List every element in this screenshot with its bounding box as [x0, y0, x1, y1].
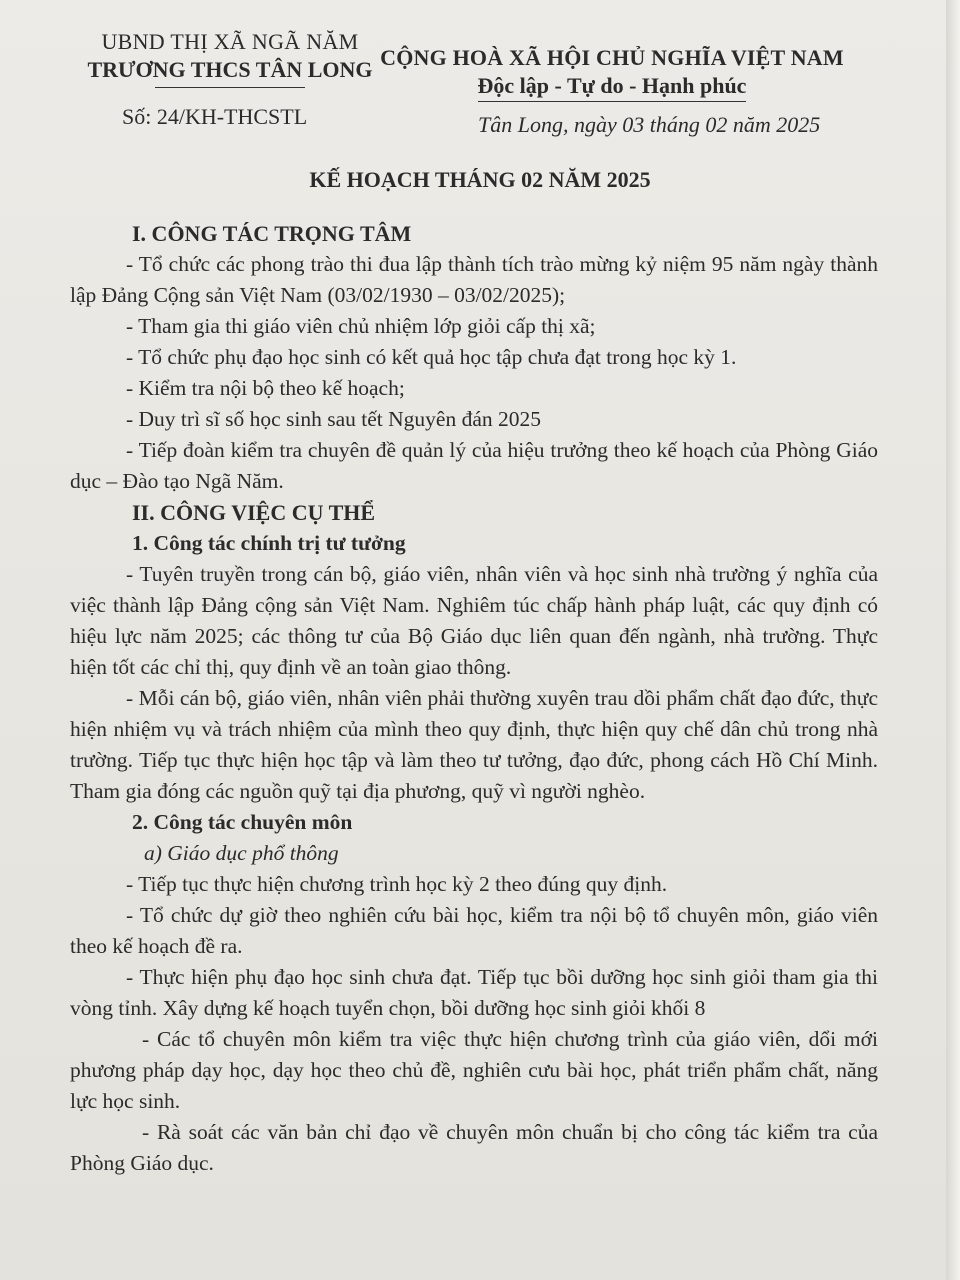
list-item: - Tuyên truyền trong cán bộ, giáo viên, nhân viên và học sinh nhà trường ý nghĩa của việc thành lập Đảng cộng sản Việt Nam. Nghiêm túc chấp hành pháp luật, các quy định có hiệu lực năm 2025; các thông tư của Bộ Giáo dục liên quan đến ngành, nhà trường. Thực hiện tốt các chỉ thị, quy định về an toàn giao thông.	[70, 562, 878, 679]
list-item: - Tổ chức dự giờ theo nghiên cứu bài học, kiểm tra nội bộ tổ chuyên môn, giáo viên theo kế hoạch đề ra.	[70, 903, 878, 958]
issuing-authority	[70, 28, 390, 88]
national-motto: Độc lập - Tự do - Hạnh phúc	[478, 72, 747, 102]
header-underline	[155, 87, 305, 88]
section-heading: I. CÔNG TÁC TRỌNG TÂM	[132, 221, 412, 246]
national-header	[372, 44, 852, 102]
section-heading: II. CÔNG VIỆC CỤ THỂ	[132, 500, 376, 525]
list-item: - Tiếp tục thực hiện chương trình học kỳ 2 theo đúng quy định.	[126, 872, 668, 896]
place-and-date: Tân Long, ngày 03 tháng 02 năm 2025	[478, 112, 821, 137]
list-item: - Tiếp đoàn kiểm tra chuyên đề quản lý của hiệu trưởng theo kế hoạch của Phòng Giáo dục – Đào tạo Ngã Năm.	[70, 438, 878, 493]
parent-organization: UBND THỊ XÃ NGÃ NĂM	[101, 29, 359, 54]
list-item: - Tổ chức các phong trào thi đua lập thành tích trào mừng kỷ niệm 95 năm ngày thành lập Đảng Cộng sản Việt Nam (03/02/1930 – 03/02/2025);	[70, 252, 878, 307]
list-item: - Tham gia thi giáo viên chủ nhiệm lớp giỏi cấp thị xã;	[126, 314, 596, 338]
subsection-a-heading: a) Giáo dục phổ thông	[144, 841, 339, 865]
nation-name: CỘNG HOÀ XÃ HỘI CHỦ NGHĨA VIỆT NAM	[380, 45, 844, 70]
list-item: - Kiểm tra nội bộ theo kế hoạch;	[126, 376, 405, 400]
list-item: - Duy trì sĩ số học sinh sau tết Nguyên đán 2025	[126, 407, 542, 431]
document-number: Số: 24/KH-THCSTL	[122, 104, 308, 129]
subsection-heading: 2. Công tác chuyên môn	[132, 810, 353, 834]
list-item: - Các tổ chuyên môn kiểm tra việc thực hiện chương trình của giáo viên, dổi mới phương pháp dạy học, dạy học theo chủ đề, nghiên cưu bài học, phát triển phẩm chất, năng lực học sinh.	[70, 1027, 878, 1113]
list-item: - Rà soát các văn bản chỉ đạo về chuyên môn chuẩn bị cho công tác kiểm tra của Phòng Giáo dục.	[70, 1120, 878, 1175]
list-item: - Tổ chức phụ đạo học sinh có kết quả học tập chưa đạt trong học kỳ 1.	[126, 345, 737, 369]
document-body	[70, 218, 878, 1179]
list-item: - Mỗi cán bộ, giáo viên, nhân viên phải thường xuyên trau dồi phẩm chất đạo đức, thực hiện nhiệm vụ và trách nhiệm của mình theo quy định, thực hiện quy chế dân chủ trong nhà trường. Tiếp tục thực hiện học tập và làm theo tư tưởng, đạo đức, phong cách Hồ Chí Minh. Tham gia đóng các nguồn quỹ tại địa phương, quỹ vì người nghèo.	[70, 686, 878, 803]
list-item: - Thực hiện phụ đạo học sinh chưa đạt. Tiếp tục bồi dưỡng học sinh giỏi tham gia thi vòng tỉnh. Xây dựng kế hoạch tuyển chọn, bồi dưỡng học sinh giỏi khối 8	[70, 965, 878, 1020]
subsection-heading: 1. Công tác chính trị tư tưởng	[132, 531, 406, 555]
document-title: KẾ HOẠCH THÁNG 02 NĂM 2025	[309, 167, 651, 192]
school-name: TRƯƠNG THCS TÂN LONG	[87, 57, 373, 82]
